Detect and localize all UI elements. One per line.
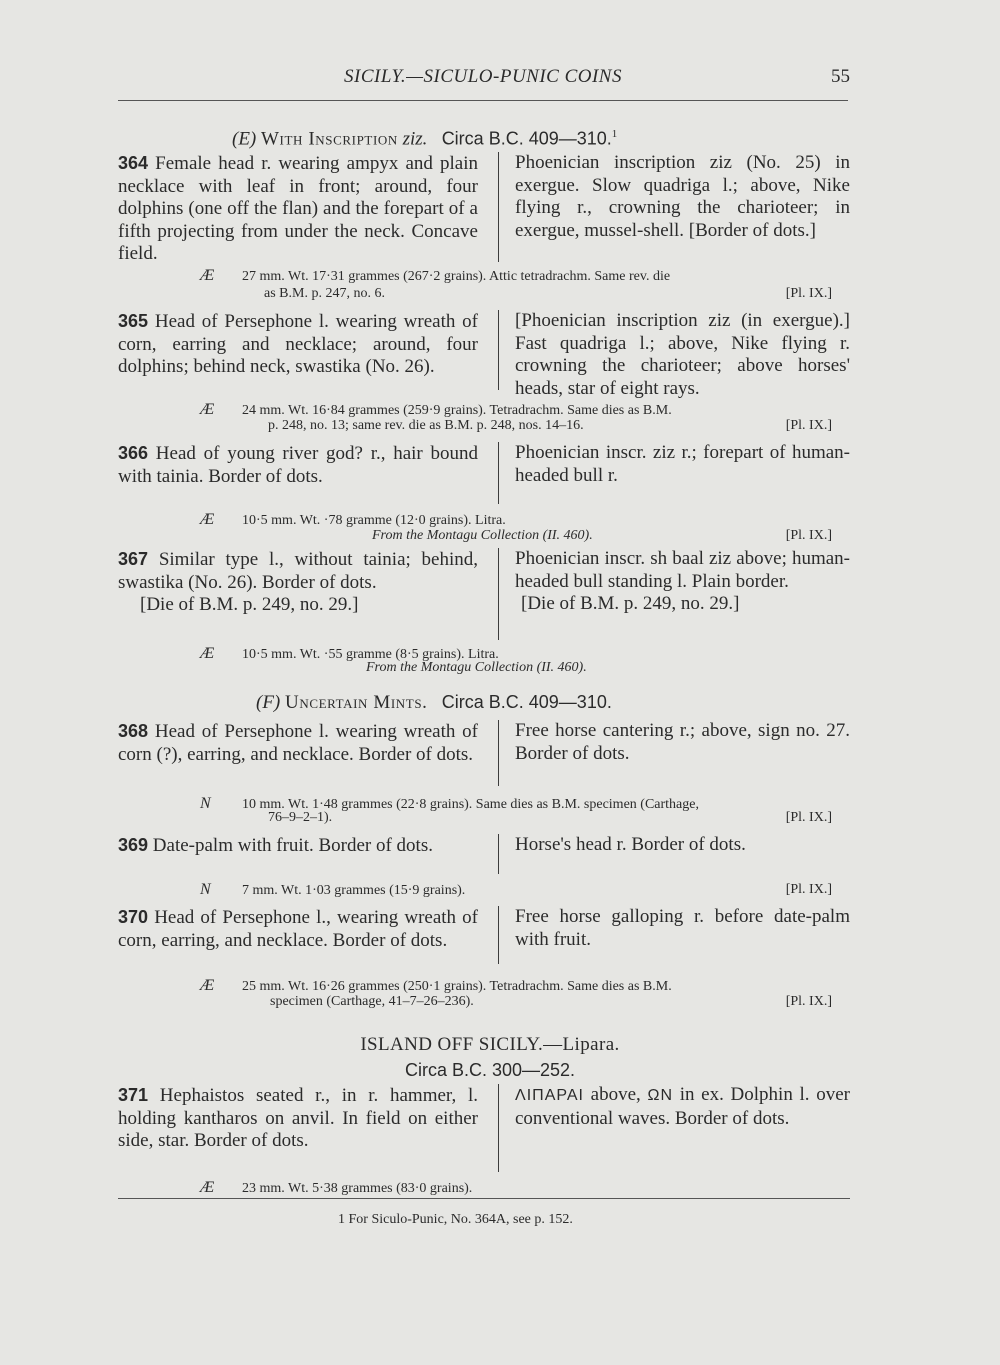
section-name: With Inscription <box>261 128 398 150</box>
metadata-line-2: From the Montagu Collection (II. 460). <box>366 660 587 675</box>
entry-number: 364 <box>118 153 149 173</box>
reverse-text: [Phoenician inscription ziz (in exergue).] Fast quadriga l.; above, Nike flying r. crowning the charioteer; above horses' heads, star of eight rays. <box>515 310 850 399</box>
reverse-description <box>498 1084 850 1172</box>
obverse-text: Date-palm with fruit. Border of dots. <box>152 835 433 856</box>
obverse-description <box>118 442 478 488</box>
section-letter: (F) <box>256 692 281 713</box>
reverse-description <box>498 834 850 874</box>
metal-symbol: Æ <box>200 977 215 994</box>
greek-legend: ΛΙΠΑΡΑΙ <box>515 1087 584 1104</box>
footnote: 1 For Siculo-Punic, No. 364A, see p. 152. <box>338 1212 573 1227</box>
obverse-text: Head of Persephone l., wearing wreath of corn, earring, and necklace. Border of dots. <box>118 907 478 951</box>
reverse-text-mid: above, <box>583 1084 648 1105</box>
entry-number: 365 <box>118 311 149 331</box>
reverse-die-note: [Die of B.M. p. 249, no. 29.] <box>521 593 740 614</box>
plate-reference: [Pl. IX.] <box>785 528 832 543</box>
footnote-rule <box>118 1198 850 1199</box>
obverse-description <box>118 152 478 266</box>
reverse-description <box>498 442 850 504</box>
reverse-description <box>498 906 850 964</box>
metal-symbol: Æ <box>200 401 215 418</box>
metadata-line-1: 24 mm. Wt. 16·84 grammes (259·9 grains). Tetradrachm. Same dies as B.M. <box>242 403 672 418</box>
coin-metadata-367 <box>200 645 848 675</box>
reverse-description <box>498 310 850 399</box>
entry-number: 367 <box>118 549 149 569</box>
coin-metadata-371 <box>200 1180 848 1197</box>
metal-symbol: N <box>200 881 211 898</box>
obverse-text: Head of young river god? r., hair bound with tainia. Border of dots. <box>118 443 478 487</box>
section-name: ISLAND OFF SICILY.—Lipara. <box>360 1034 620 1055</box>
coin-metadata-368 <box>200 795 848 825</box>
reverse-description <box>498 548 850 640</box>
page-number: 55 <box>831 66 850 87</box>
metal-symbol: N <box>200 795 211 812</box>
metadata-line-1: 10 mm. Wt. 1·48 grammes (22·8 grains). Same dies as B.M. specimen (Carthage, <box>242 797 699 812</box>
obverse-description <box>118 906 478 952</box>
section-date-lipara <box>0 1060 980 1082</box>
section-date: Circa B.C. 300—252. <box>404 1060 576 1080</box>
metal-symbol: Æ <box>200 511 215 528</box>
obverse-description <box>118 720 478 766</box>
footnote-mark: 1 <box>611 128 618 140</box>
obverse-description <box>118 834 478 858</box>
obverse-text: Hephaistos seated r., in r. hammer, l. holding kantharos on anvil. In field on either side, star. Border of dots. <box>118 1085 479 1151</box>
reverse-description <box>498 152 850 262</box>
coin-metadata-369 <box>200 882 848 899</box>
metadata-line-1: 7 mm. Wt. 1·03 grammes (15·9 grains). <box>242 883 466 898</box>
metadata-line-2: 76–9–2–1). <box>268 810 333 825</box>
metal-symbol: Æ <box>200 645 215 662</box>
obverse-text: Female head r. wearing ampyx and plain necklace with leaf in front; around, four dolphins (one off the flan) and the forepart of a fifth projecting from under the neck. Concave field. <box>118 153 479 264</box>
obverse-text: Head of Persephone l. wearing wreath of corn, earring and necklace; around, four dolphins; behind neck, swastika (No. 26). <box>118 311 479 377</box>
entry-number: 368 <box>118 721 149 741</box>
metadata-line-2: as B.M. p. 247, no. 6. <box>264 286 385 301</box>
entry-number: 369 <box>118 835 149 855</box>
section-name: Uncertain Mints. <box>285 692 428 713</box>
metadata-line-1: 10·5 mm. Wt. ·78 gramme (12·0 grains). Litra. <box>242 513 506 528</box>
coin-metadata-370 <box>200 977 848 1009</box>
section-heading-lipara <box>0 1034 980 1056</box>
metadata-line-2: p. 248, no. 13; same rev. die as B.M. p. 248, nos. 14–16. <box>268 418 584 433</box>
running-head <box>118 62 848 101</box>
obverse-text: Similar type l., without tainia; behind, swastika (No. 26). Border of dots. <box>118 549 479 593</box>
greek-exergue-legend: ΩΝ <box>647 1087 673 1104</box>
section-heading-e <box>232 128 617 150</box>
entry-number: 371 <box>118 1085 149 1105</box>
reverse-text: Phoenician inscr. sh baal ziz above; human-headed bull standing l. Plain border. <box>515 548 850 592</box>
reverse-text: Free horse galloping r. before date-palm with fruit. <box>515 906 850 950</box>
metal-symbol: Æ <box>200 1179 215 1196</box>
plate-reference: [Pl. IX.] <box>785 882 832 897</box>
obverse-die-note: [Die of B.M. p. 249, no. 29.] <box>140 594 359 615</box>
coin-metadata-366 <box>200 511 848 543</box>
running-title: SICILY.—SICULO-PUNIC COINS <box>344 66 622 87</box>
obverse-description <box>118 548 478 617</box>
reverse-text: Phoenician inscr. ziz r.; forepart of human-headed bull r. <box>515 442 850 486</box>
section-date: Circa B.C. 409—310. <box>441 692 612 712</box>
metadata-line-2: specimen (Carthage, 41–7–26–236). <box>270 994 474 1009</box>
plate-reference: [Pl. IX.] <box>785 418 832 433</box>
section-heading-f <box>256 692 612 714</box>
obverse-description <box>118 1084 478 1153</box>
section-letter: (E) <box>232 128 257 150</box>
plate-reference: [Pl. IX.] <box>785 286 832 301</box>
metadata-line-1: 23 mm. Wt. 5·38 grammes (83·0 grains). <box>242 1181 473 1196</box>
obverse-description <box>118 310 478 379</box>
plate-reference: [Pl. IX.] <box>785 994 832 1009</box>
reverse-text: in ex. Dolphin l. over conventional waves. Border of dots. <box>515 1084 851 1129</box>
section-date: Circa B.C. 409—310. <box>441 128 612 149</box>
entry-number: 370 <box>118 907 149 927</box>
metadata-line-2: From the Montagu Collection (II. 460). <box>372 528 593 543</box>
entry-number: 366 <box>118 443 149 463</box>
reverse-text: Free horse cantering r.; above, sign no. 27. Border of dots. <box>515 720 850 764</box>
reverse-text: Phoenician inscription ziz (No. 25) in exergue. Slow quadriga l.; above, Nike flying r., crowning the charioteer; in exergue, mussel-shell. [Border of dots.] <box>515 152 850 241</box>
plate-reference: [Pl. IX.] <box>785 810 832 825</box>
coin-metadata-364 <box>200 267 848 301</box>
obverse-text: Head of Persephone l. wearing wreath of corn (?), earring, and necklace. Border of dots. <box>118 721 479 765</box>
coin-metadata-365 <box>200 401 848 433</box>
reverse-text: Horse's head r. Border of dots. <box>515 834 746 855</box>
reverse-description <box>498 720 850 786</box>
metal-symbol: Æ <box>200 267 215 284</box>
metadata-line-1: 10·5 mm. Wt. ·55 gramme (8·5 grains). Litra. <box>242 647 499 662</box>
metadata-line-1: 27 mm. Wt. 17·31 grammes (267·2 grains). Attic tetradrachm. Same rev. die <box>242 269 671 284</box>
metadata-line-1: 25 mm. Wt. 16·26 grammes (250·1 grains). Tetradrachm. Same dies as B.M. <box>242 979 672 994</box>
section-name-italic: ziz. <box>402 128 428 150</box>
